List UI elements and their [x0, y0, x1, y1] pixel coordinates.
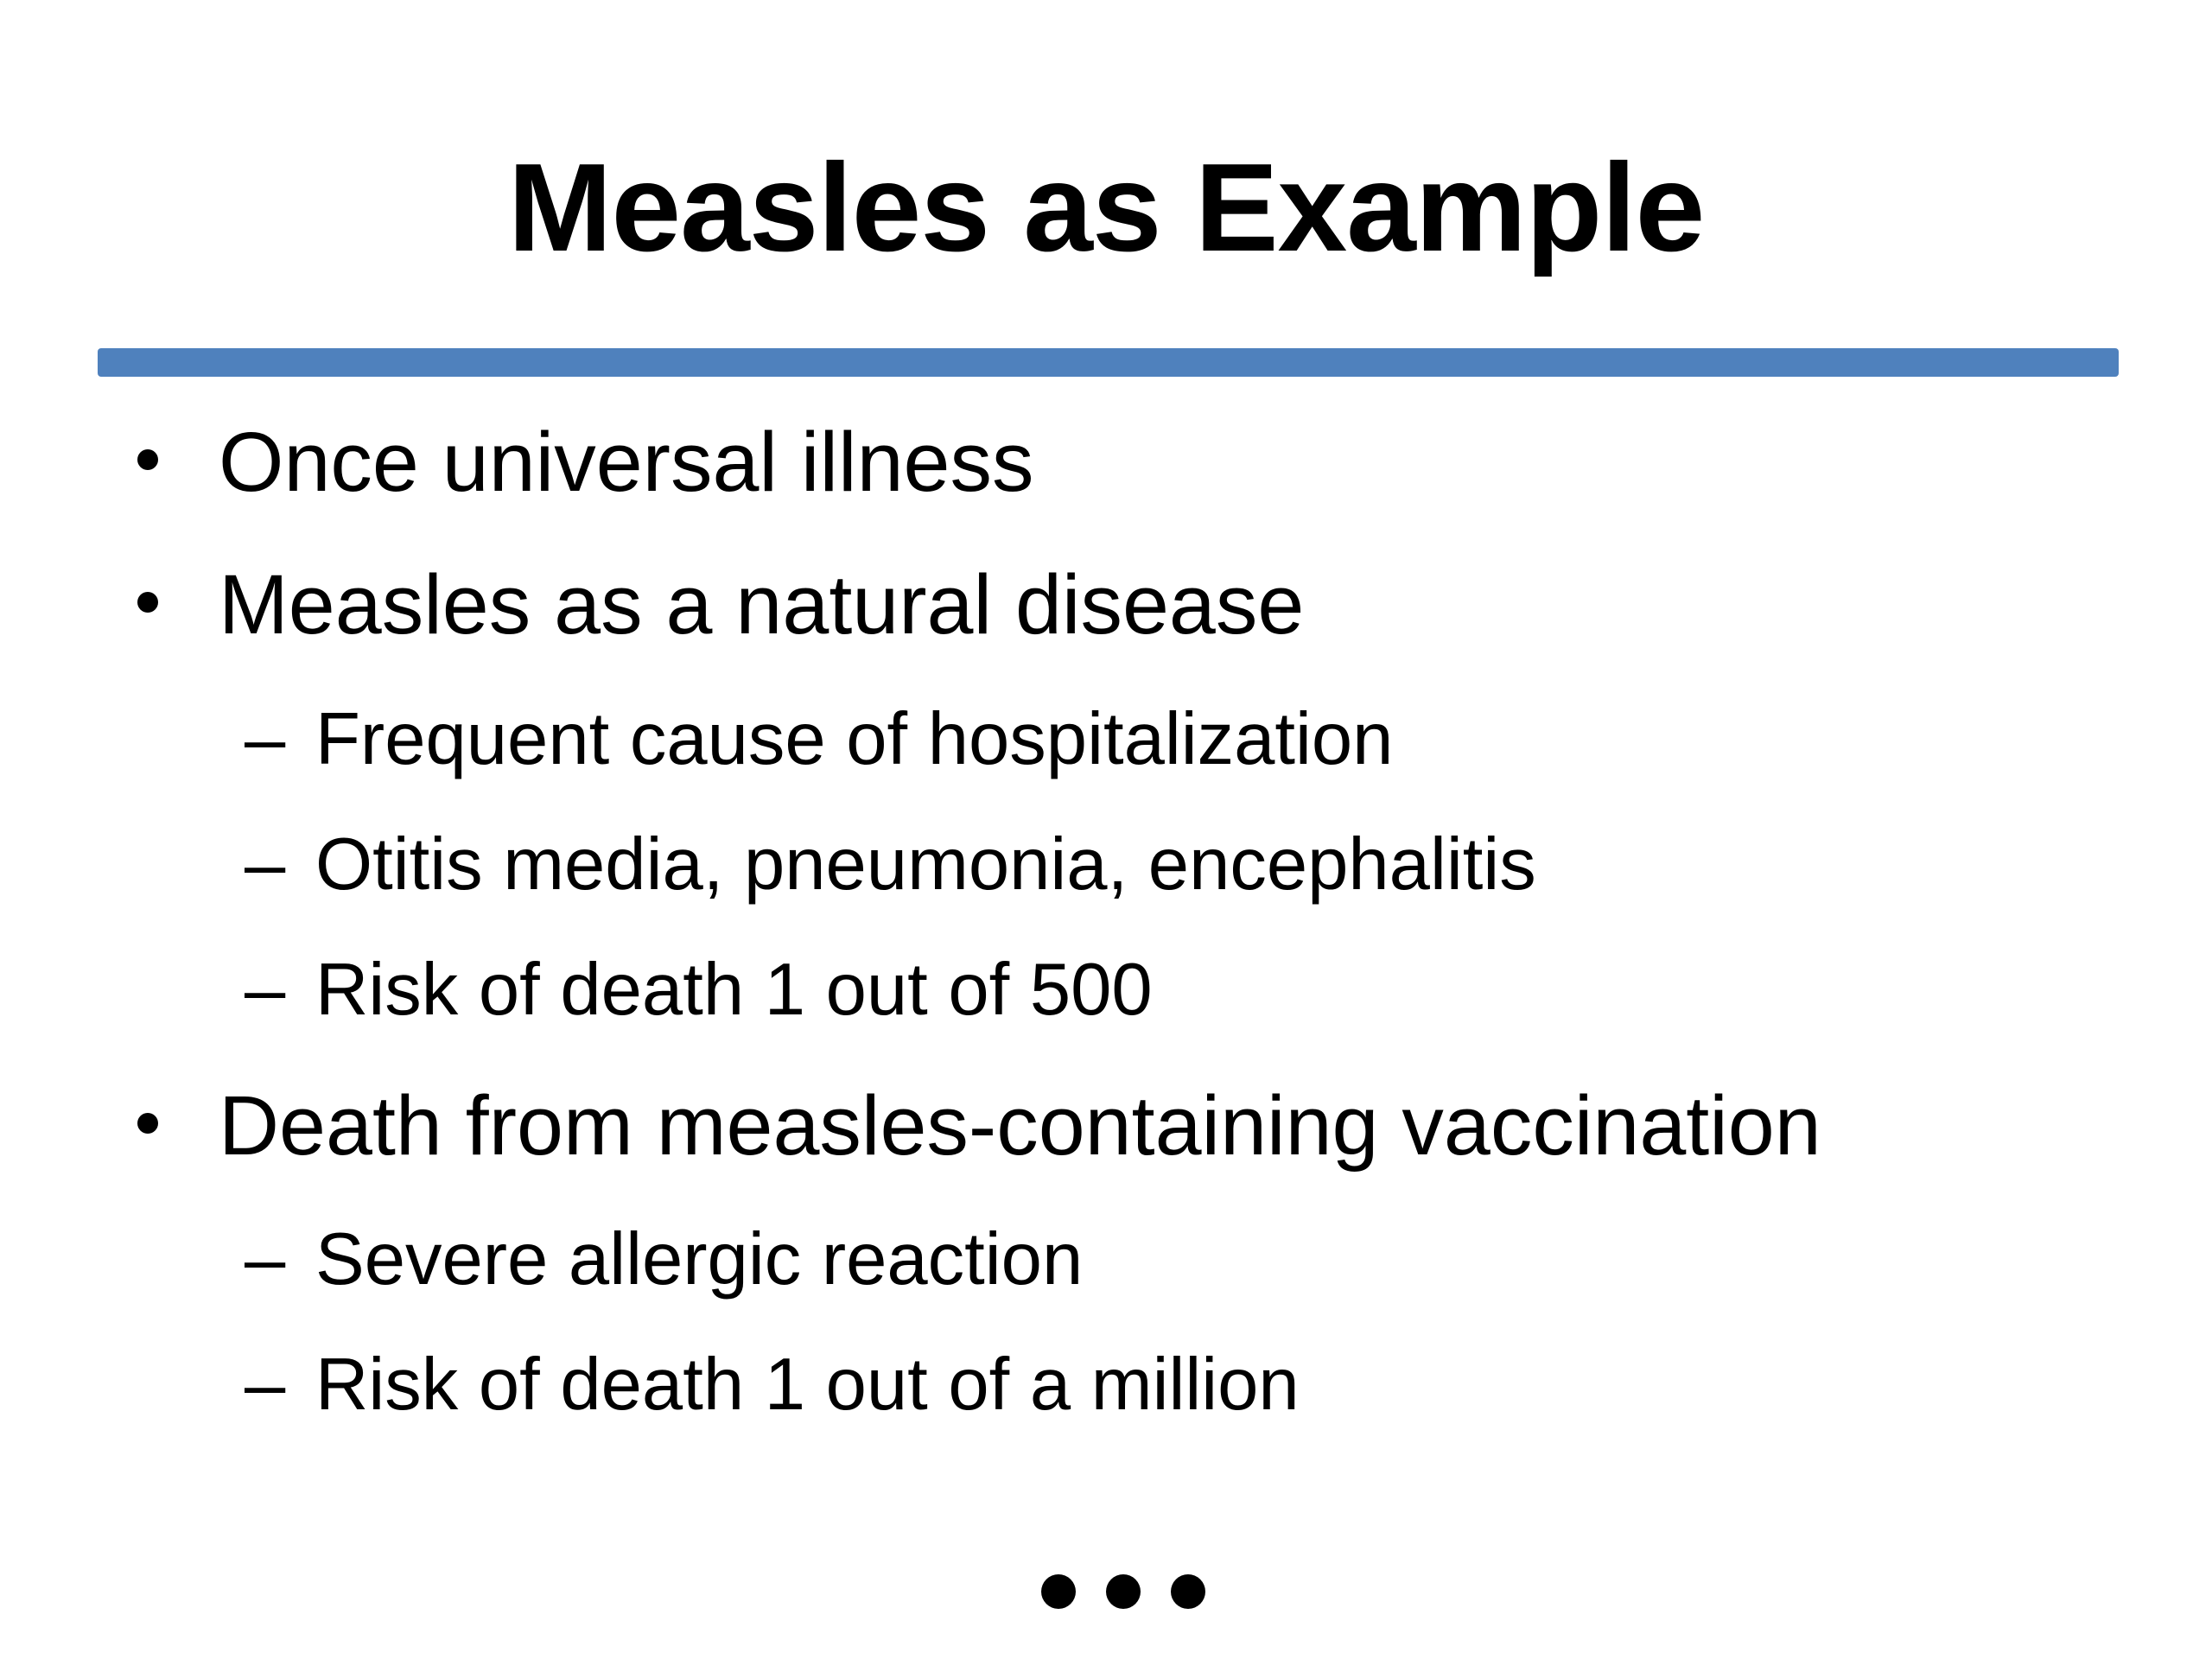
ellipsis-dot	[1106, 1574, 1141, 1609]
bullet-item	[219, 415, 1033, 510]
dash-icon: –	[245, 949, 286, 1031]
ellipsis-icon	[1041, 1574, 1205, 1609]
sub-bullet-text: Otitis media, pneumonia, encephalitis	[315, 823, 1536, 906]
slide-title: Measles as Example	[507, 137, 1705, 277]
sub-bullet-text: Risk of death 1 out of a million	[315, 1344, 1300, 1426]
dash-icon: –	[245, 1344, 286, 1426]
sub-bullet-item	[245, 823, 1536, 906]
dash-icon: –	[245, 823, 286, 906]
ellipsis-dot	[1041, 1574, 1076, 1609]
sub-bullet-text: Risk of death 1 out of 500	[315, 949, 1153, 1031]
bullet-item	[219, 557, 1304, 652]
bullet-dot-icon	[137, 592, 158, 613]
bullet-dot-icon	[137, 1113, 158, 1134]
dash-icon: –	[245, 1218, 286, 1300]
bullet-text: Death from measles-containing vaccination	[219, 1078, 1821, 1173]
bullet-text: Once universal illness	[219, 415, 1034, 509]
sub-bullet-item	[245, 1344, 1300, 1427]
sub-bullet-text: Frequent cause of hospitalization	[315, 698, 1394, 780]
sub-bullet-text: Severe allergic reaction	[315, 1218, 1084, 1300]
sub-bullet-item	[245, 698, 1394, 781]
bullet-dot-icon	[137, 449, 158, 470]
bullet-item	[219, 1078, 1821, 1173]
bullet-text: Measles as a natural disease	[219, 557, 1305, 652]
sub-bullet-item	[245, 949, 1153, 1032]
ellipsis-dot	[1171, 1574, 1205, 1609]
dash-icon: –	[245, 698, 286, 780]
sub-bullet-item	[245, 1218, 1084, 1301]
